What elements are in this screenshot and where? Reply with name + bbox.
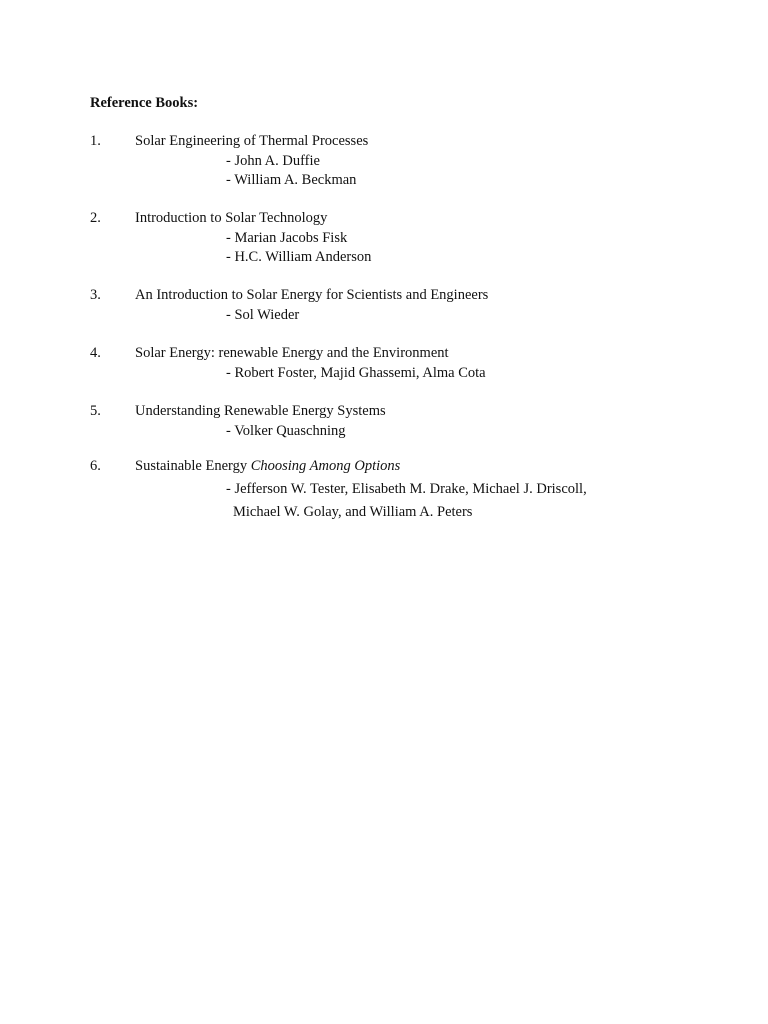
reference-author: - John A. Duffie <box>226 152 320 169</box>
reference-author-continued: Michael W. Golay, and William A. Peters <box>233 503 473 520</box>
reference-author: - William A. Beckman <box>226 172 357 188</box>
reference-author: - Volker Quaschning <box>226 422 346 439</box>
reference-title-italic: Choosing Among Options <box>250 458 401 474</box>
reference-authors <box>226 422 345 442</box>
reference-author: - Marian Jacobs Fisk <box>226 229 348 246</box>
reference-number: 3. <box>90 287 101 303</box>
reference-authors <box>226 364 486 384</box>
reference-title: Introduction to Solar Technology <box>135 210 328 226</box>
reference-title: Solar Engineering of Thermal Processes <box>135 133 369 149</box>
reference-number: 4. <box>90 345 101 361</box>
reference-title: Solar Energy: renewable Energy and the Environment <box>135 345 449 361</box>
reference-number: 2. <box>90 210 101 226</box>
reference-author: - Sol Wieder <box>226 306 300 323</box>
reference-title: Understanding Renewable Energy Systems <box>135 403 386 419</box>
reference-number: 6. <box>90 458 101 474</box>
reference-author: - H.C. William Anderson <box>226 249 372 265</box>
reference-title: An Introduction to Solar Energy for Scientists and Engineers <box>135 287 489 303</box>
reference-authors <box>226 306 299 326</box>
reference-author: - Robert Foster, Majid Ghassemi, Alma Cota <box>226 364 486 381</box>
reference-books-heading: Reference Books: <box>90 95 199 111</box>
reference-title <box>135 457 400 477</box>
reference-number: 5. <box>90 403 101 419</box>
reference-authors <box>226 152 356 191</box>
reference-authors <box>226 480 587 522</box>
reference-authors <box>226 229 371 268</box>
reference-author: - Jefferson W. Tester, Elisabeth M. Drake, Michael J. Driscoll, <box>226 481 587 497</box>
reference-title-text: Sustainable Energy <box>135 458 251 474</box>
reference-number: 1. <box>90 133 101 149</box>
